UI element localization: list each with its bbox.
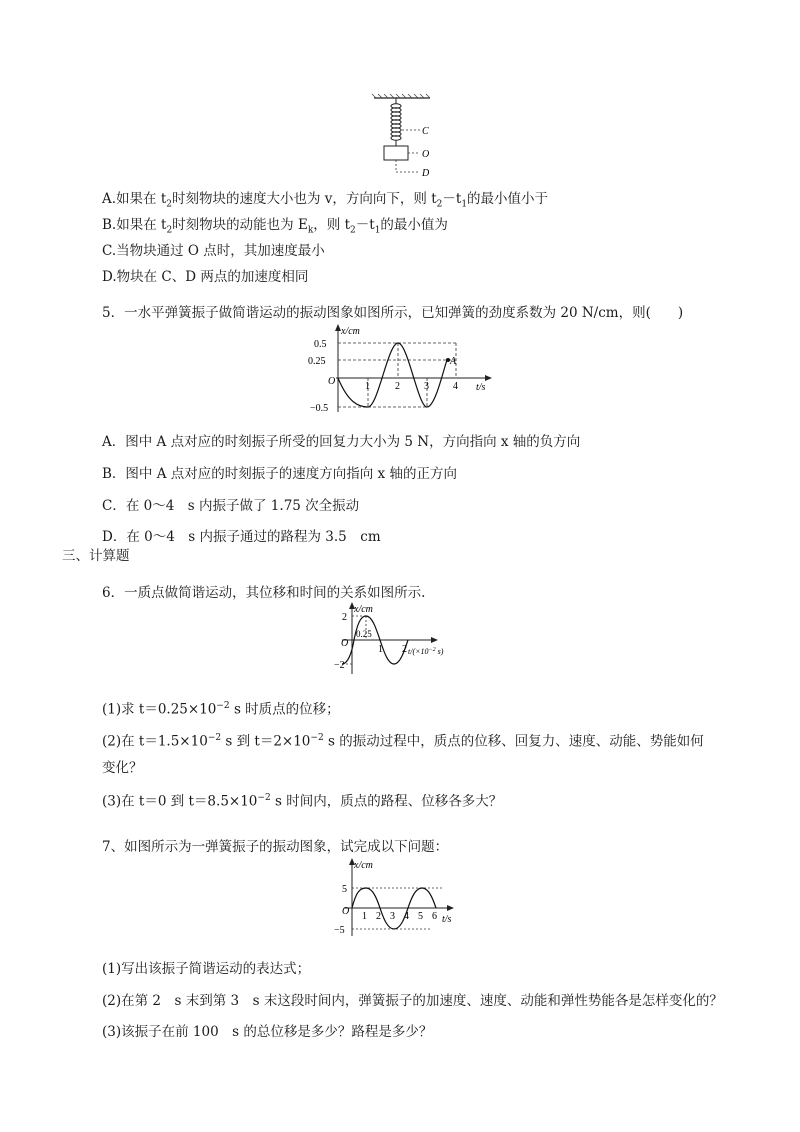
q7-xtick-3: 4 [404, 911, 409, 922]
q6-sub2-cont: 变化？ [102, 760, 143, 776]
q6-xlabel: $t/(\times 10^{-2}$ s) [408, 647, 444, 656]
q7-ytick-1: −5 [334, 925, 345, 936]
q4-option-b: B.如果在 $t_2$时刻物块的动能也为 $E_k$，则 $t_2-t_1$的最小值为 [102, 217, 448, 236]
q6-origin: O [341, 638, 349, 649]
label-o: O [422, 149, 430, 160]
q7-ylabel: x/cm [354, 860, 373, 871]
q7-stem: 7、如图所示为一弹簧振子的振动图象，试完成以下问题： [102, 839, 449, 855]
q7-origin: O [342, 906, 350, 917]
q5-xtick-3: 4 [453, 381, 458, 392]
q7-xtick-4: 5 [418, 911, 423, 922]
q5-point-a: A [450, 356, 457, 367]
section-heading: 三、计算题 [62, 548, 130, 564]
q6-xtick-1: 1 [378, 644, 383, 655]
q5-option-d: D．在 0～4 s 内振子通过的路程为 3.5 cm [102, 529, 381, 545]
q5-stem: 5．一水平弹簧振子做简谐运动的振动图象如图所示，已知弹簧的劲度系数为 20 N/cm，则( ) [102, 305, 684, 321]
q7-xtick-2: 3 [390, 911, 395, 922]
q5-xtick-1: 2 [395, 381, 400, 392]
q4-option-a: A.如果在 $t_2$时刻物块的速度大小也为 v，方向向下，则 $t_2-t_1$的最小值小于 [102, 191, 549, 210]
q4-option-c: C.当物块通过 O 点时，其加速度最小 [102, 243, 325, 259]
q7-xlabel: t/s [442, 914, 452, 925]
q5-xtick-2: 3 [424, 381, 429, 392]
q5-ytick-1: 0.25 [308, 356, 326, 367]
q4-option-d: D.物块在 C、D 两点的加速度相同 [102, 269, 309, 285]
q6-sub2: (2)在 $t=1.5\times 10^{-2}$ s 到 $t=2\times 10^{-2}$ s 的振动过程中，质点的位移、回复力、速度、动能、势能如何 [102, 733, 704, 750]
q6-stem: 6．一质点做简谐运动，其位移和时间的关系如图所示. [102, 585, 426, 601]
q6-sub1: (1)求 $t=0.25\times 10^{-2}$ s 时质点的位移； [102, 701, 340, 718]
label-c: C [422, 126, 429, 137]
q5-option-a: A．图中 A 点对应的时刻振子所受的回复力大小为 5 N，方向指向 x 轴的负方向 [102, 434, 581, 450]
q5-ylabel: x/cm [341, 326, 360, 337]
q6-ytick-0: 2 [342, 612, 347, 623]
q7-sub3: (3)该振子在前 100 s 的总位移是多少？路程是多少？ [102, 1024, 433, 1040]
q7-xtick-5: 6 [432, 911, 437, 922]
q7-ytick-0: 5 [342, 884, 347, 895]
label-d: D [422, 168, 430, 179]
q6-graph [330, 600, 490, 676]
spring-block-figure [368, 92, 438, 182]
q6-xtick-0: 0.25 [356, 629, 372, 639]
q5-graph [300, 322, 500, 418]
q6-xtick-2: 2 [402, 644, 407, 655]
q6-ytick-1: −2 [334, 660, 345, 671]
q5-ytick-2: −0.5 [310, 403, 329, 414]
q5-origin: O [328, 376, 336, 387]
q6-ylabel: x/cm [354, 604, 373, 615]
q7-graph [330, 856, 490, 940]
q5-ytick-0: 0.5 [314, 339, 327, 350]
q7-xtick-0: 1 [362, 911, 367, 922]
q6-sub3: (3)在 t＝0 到 $t=8.5\times 10^{-2}$ s 时间内，质点的路程、位移各多大？ [102, 793, 503, 810]
q5-option-b: B．图中 A 点对应的时刻振子的速度方向指向 x 轴的正方向 [102, 466, 457, 482]
q5-xtick-0: 1 [365, 381, 370, 392]
q7-xtick-1: 2 [376, 911, 381, 922]
q7-sub1: (1)写出该振子简谐运动的表达式； [102, 961, 311, 977]
q5-option-c: C．在 0～4 s 内振子做了 1.75 次全振动 [102, 498, 360, 514]
q7-sub2: (2)在第 2 s 末到第 3 s 末这段时间内，弹簧振子的加速度、速度、动能和弹性势能各是怎样变化的？ [102, 993, 723, 1009]
q5-xlabel: t/s [476, 382, 486, 393]
